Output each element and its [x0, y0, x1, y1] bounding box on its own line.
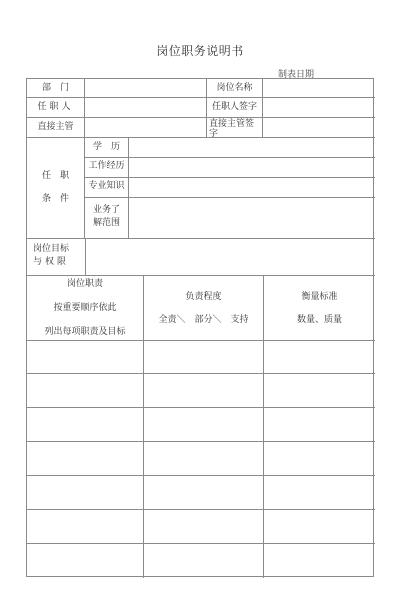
experience-field[interactable] — [129, 158, 375, 177]
responsibility-level-header: 全责＼ 部分＼ 支持 — [158, 315, 249, 325]
row-divider — [27, 373, 375, 374]
knowledge-field[interactable] — [129, 178, 375, 197]
duties-col-header: 按重要顺序依此 — [53, 303, 117, 313]
department-label: 部 门 — [41, 83, 69, 93]
row-divider — [27, 543, 375, 544]
row-divider — [27, 509, 375, 510]
duties-col-header: 岗位职责 — [66, 279, 103, 289]
date-label: 制表日期 — [278, 70, 315, 80]
education-label: 学 历 — [92, 142, 120, 152]
qualification-section-label: 条 件 — [41, 194, 69, 204]
row-divider — [27, 275, 375, 276]
business-scope-label: 业务了 — [92, 205, 120, 215]
qualification-section-label: 任 职 — [41, 171, 69, 181]
supervisor-sign-label: 直接主管签字 — [209, 119, 255, 139]
post-name-label: 岗位名称 — [216, 83, 253, 93]
business-scope-field[interactable] — [129, 198, 375, 238]
post-name-field[interactable] — [263, 79, 375, 97]
measurement-header: 数量、质量 — [296, 315, 342, 325]
goals-field[interactable] — [86, 239, 375, 275]
goals-label: 与权限 — [33, 257, 70, 267]
holder-sign-field[interactable] — [263, 98, 375, 117]
holder-sign-label: 任职人签字 — [211, 102, 257, 112]
experience-label: 工作经历 — [88, 161, 125, 171]
row-divider — [27, 407, 375, 408]
supervisor-sign-field[interactable] — [263, 118, 375, 137]
document-title: 岗位职务说明书 — [156, 44, 244, 58]
business-scope-label: 解范围 — [92, 218, 120, 228]
supervisor-label: 直接主管 — [37, 122, 74, 132]
row-divider — [27, 441, 375, 442]
job-description-form — [26, 78, 374, 577]
row-divider — [27, 340, 375, 341]
duties-col-header: 列出每项职责及目标 — [44, 327, 126, 337]
goals-label: 岗位目标 — [33, 244, 70, 254]
department-field[interactable] — [85, 79, 206, 97]
holder-field[interactable] — [85, 98, 206, 117]
responsibility-level-header: 负责程度 — [185, 292, 222, 302]
holder-label: 任职人 — [37, 102, 74, 112]
supervisor-field[interactable] — [85, 118, 206, 137]
education-field[interactable] — [129, 138, 375, 157]
row-divider — [27, 475, 375, 476]
row-divider — [27, 137, 85, 138]
knowledge-label: 专业知识 — [88, 181, 125, 191]
measurement-header: 衡量标准 — [301, 292, 338, 302]
